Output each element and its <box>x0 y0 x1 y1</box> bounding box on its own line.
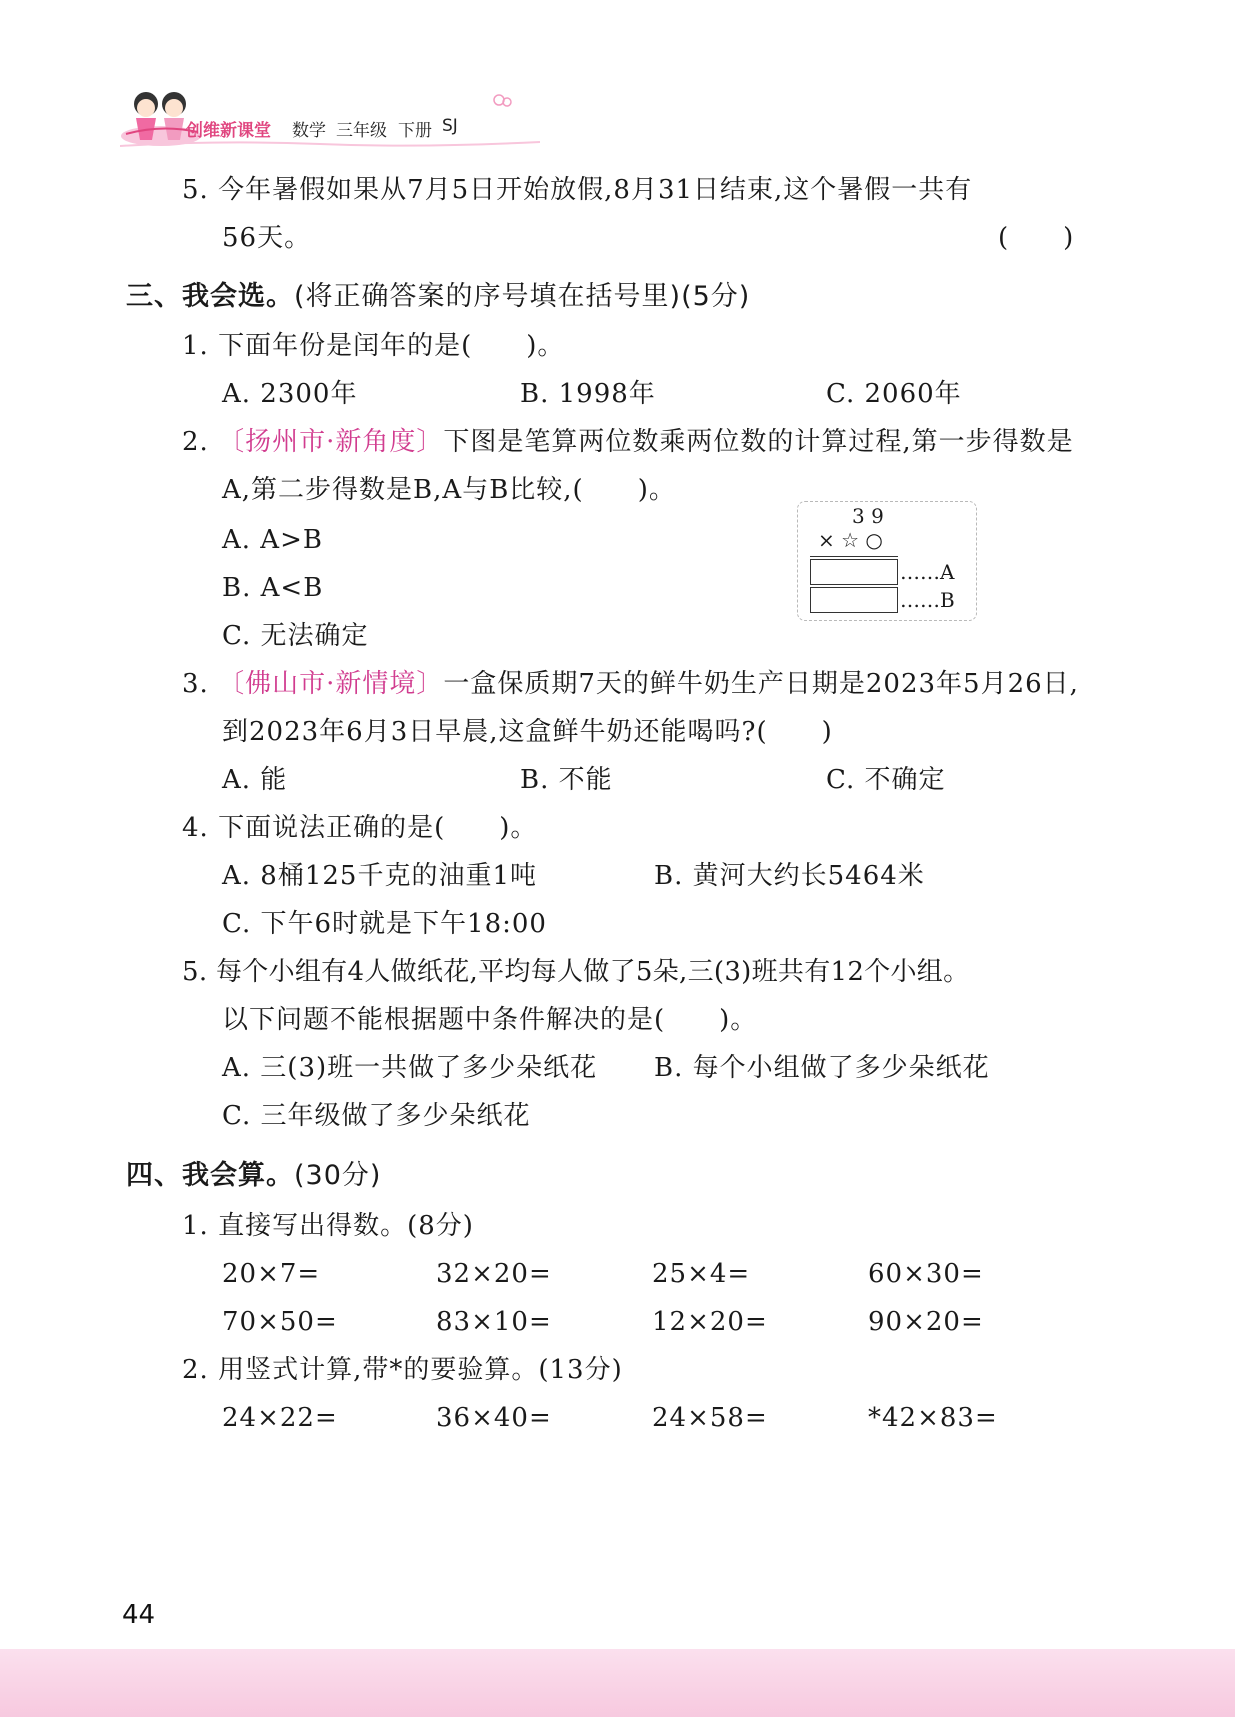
section3-title: 三、我会选。 <box>126 281 294 312</box>
subject-label: 数学 <box>292 121 326 141</box>
s3-q4-option-c[interactable]: C. 下午6时就是下午18:00 <box>222 909 547 939</box>
s3-q3-line1 <box>182 668 1079 700</box>
flower-decoration-icon <box>490 90 516 112</box>
s4-q2-item2[interactable]: 36×40= <box>436 1403 552 1433</box>
s3-q3-option-b[interactable]: B. 不能 <box>520 765 613 795</box>
s3-q3-line2: 到2023年6月3日早晨,这盒鲜牛奶还能喝吗?( ) <box>222 717 833 747</box>
s3-q4-option-a[interactable]: A. 8桶125千克的油重1吨 <box>222 861 538 891</box>
s4-q1-r1-item1[interactable]: 20×7= <box>222 1259 321 1289</box>
figure-label-a: ……A <box>900 560 955 584</box>
prev-q5-line2: 56天。 <box>222 223 312 253</box>
section4-title: 四、我会算。 <box>126 1160 294 1191</box>
prev-q5-line1: 5. 今年暑假如果从7月5日开始放假,8月31日结束,这个暑假一共有 <box>182 175 973 205</box>
page-number: 44 <box>122 1600 156 1630</box>
edition-label: SJ <box>442 116 458 136</box>
s4-q1-r1-item4[interactable]: 60×30= <box>868 1259 984 1289</box>
s3-q5-line2: 以下问题不能根据题中条件解决的是( )。 <box>222 1005 758 1035</box>
s3-q2-number: 2. <box>182 427 219 457</box>
s3-q5-option-c[interactable]: C. 三年级做了多少朵纸花 <box>222 1101 531 1131</box>
s3-q1-option-a[interactable]: A. 2300年 <box>222 379 358 409</box>
figure-rule <box>810 556 898 557</box>
s3-q3-number: 3. <box>182 669 219 699</box>
header-wave-line <box>120 138 540 150</box>
figure-box-b <box>810 587 898 613</box>
s3-q2-option-b[interactable]: B. A<B <box>222 573 324 603</box>
s4-q2-item3[interactable]: 24×58= <box>652 1403 768 1433</box>
s4-q1-stem: 1. 直接写出得数。(8分) <box>182 1211 474 1241</box>
s4-q2-item4[interactable]: *42×83= <box>868 1403 998 1433</box>
s3-q2-line1 <box>182 426 1074 458</box>
s3-q2-option-c[interactable]: C. 无法确定 <box>222 621 369 651</box>
brand-name: 创维新课堂 <box>186 121 271 141</box>
s3-q2-option-a[interactable]: A. A>B <box>222 525 323 555</box>
figure-label-b: ……B <box>900 588 955 612</box>
s4-q2-item1[interactable]: 24×22= <box>222 1403 338 1433</box>
s3-q1-option-b[interactable]: B. 1998年 <box>520 379 656 409</box>
footer-band <box>0 1649 1235 1717</box>
s3-q3-source-tag: 〔佛山市·新情境〕 <box>218 669 444 699</box>
s3-q3-text1: 一盒保质期7天的鲜牛奶生产日期是2023年5月26日, <box>443 669 1079 699</box>
s4-q1-r1-item3[interactable]: 25×4= <box>652 1259 751 1289</box>
s4-q1-r2-item2[interactable]: 83×10= <box>436 1307 552 1337</box>
s3-q2-source-tag: 〔扬州市·新角度〕 <box>218 427 444 457</box>
s3-q2-text1: 下图是笔算两位数乘两位数的计算过程,第一步得数是 <box>443 427 1074 457</box>
figure-box-a <box>810 559 898 585</box>
section3-note: (将正确答案的序号填在括号里)(5分) <box>294 281 751 312</box>
grade-label: 三年级 <box>336 121 387 141</box>
s3-q1-option-c[interactable]: C. 2060年 <box>826 379 962 409</box>
section3-heading <box>126 281 750 313</box>
figure-multiplier: × ☆ ○ <box>818 528 883 552</box>
s3-q1-stem: 1. 下面年份是闰年的是( )。 <box>182 331 565 361</box>
section4-heading <box>126 1160 381 1192</box>
volume-label: 下册 <box>398 121 432 141</box>
s4-q2-stem: 2. 用竖式计算,带*的要验算。(13分) <box>182 1355 623 1385</box>
s3-q4-option-b[interactable]: B. 黄河大约长5464米 <box>654 861 925 891</box>
s3-q4-stem: 4. 下面说法正确的是( )。 <box>182 813 538 843</box>
s3-q2-line2: A,第二步得数是B,A与B比较,( )。 <box>222 475 676 505</box>
prev-q5-answer-paren[interactable]: ( ) <box>998 223 1075 253</box>
s3-q5-line1: 5. 每个小组有4人做纸花,平均每人做了5朵,三(3)班共有12个小组。 <box>182 957 970 987</box>
s4-q1-r2-item4[interactable]: 90×20= <box>868 1307 984 1337</box>
s3-q3-option-a[interactable]: A. 能 <box>222 765 288 795</box>
s3-q5-option-b[interactable]: B. 每个小组做了多少朵纸花 <box>654 1053 990 1083</box>
s4-q1-r1-item2[interactable]: 32×20= <box>436 1259 552 1289</box>
figure-top-digits: 3 9 <box>852 504 884 528</box>
s3-q5-option-a[interactable]: A. 三(3)班一共做了多少朵纸花 <box>222 1053 598 1083</box>
multiplication-figure <box>797 501 977 621</box>
s4-q1-r2-item1[interactable]: 70×50= <box>222 1307 338 1337</box>
section4-note: (30分) <box>294 1160 382 1191</box>
s4-q1-r2-item3[interactable]: 12×20= <box>652 1307 768 1337</box>
s3-q3-option-c[interactable]: C. 不确定 <box>826 765 946 795</box>
